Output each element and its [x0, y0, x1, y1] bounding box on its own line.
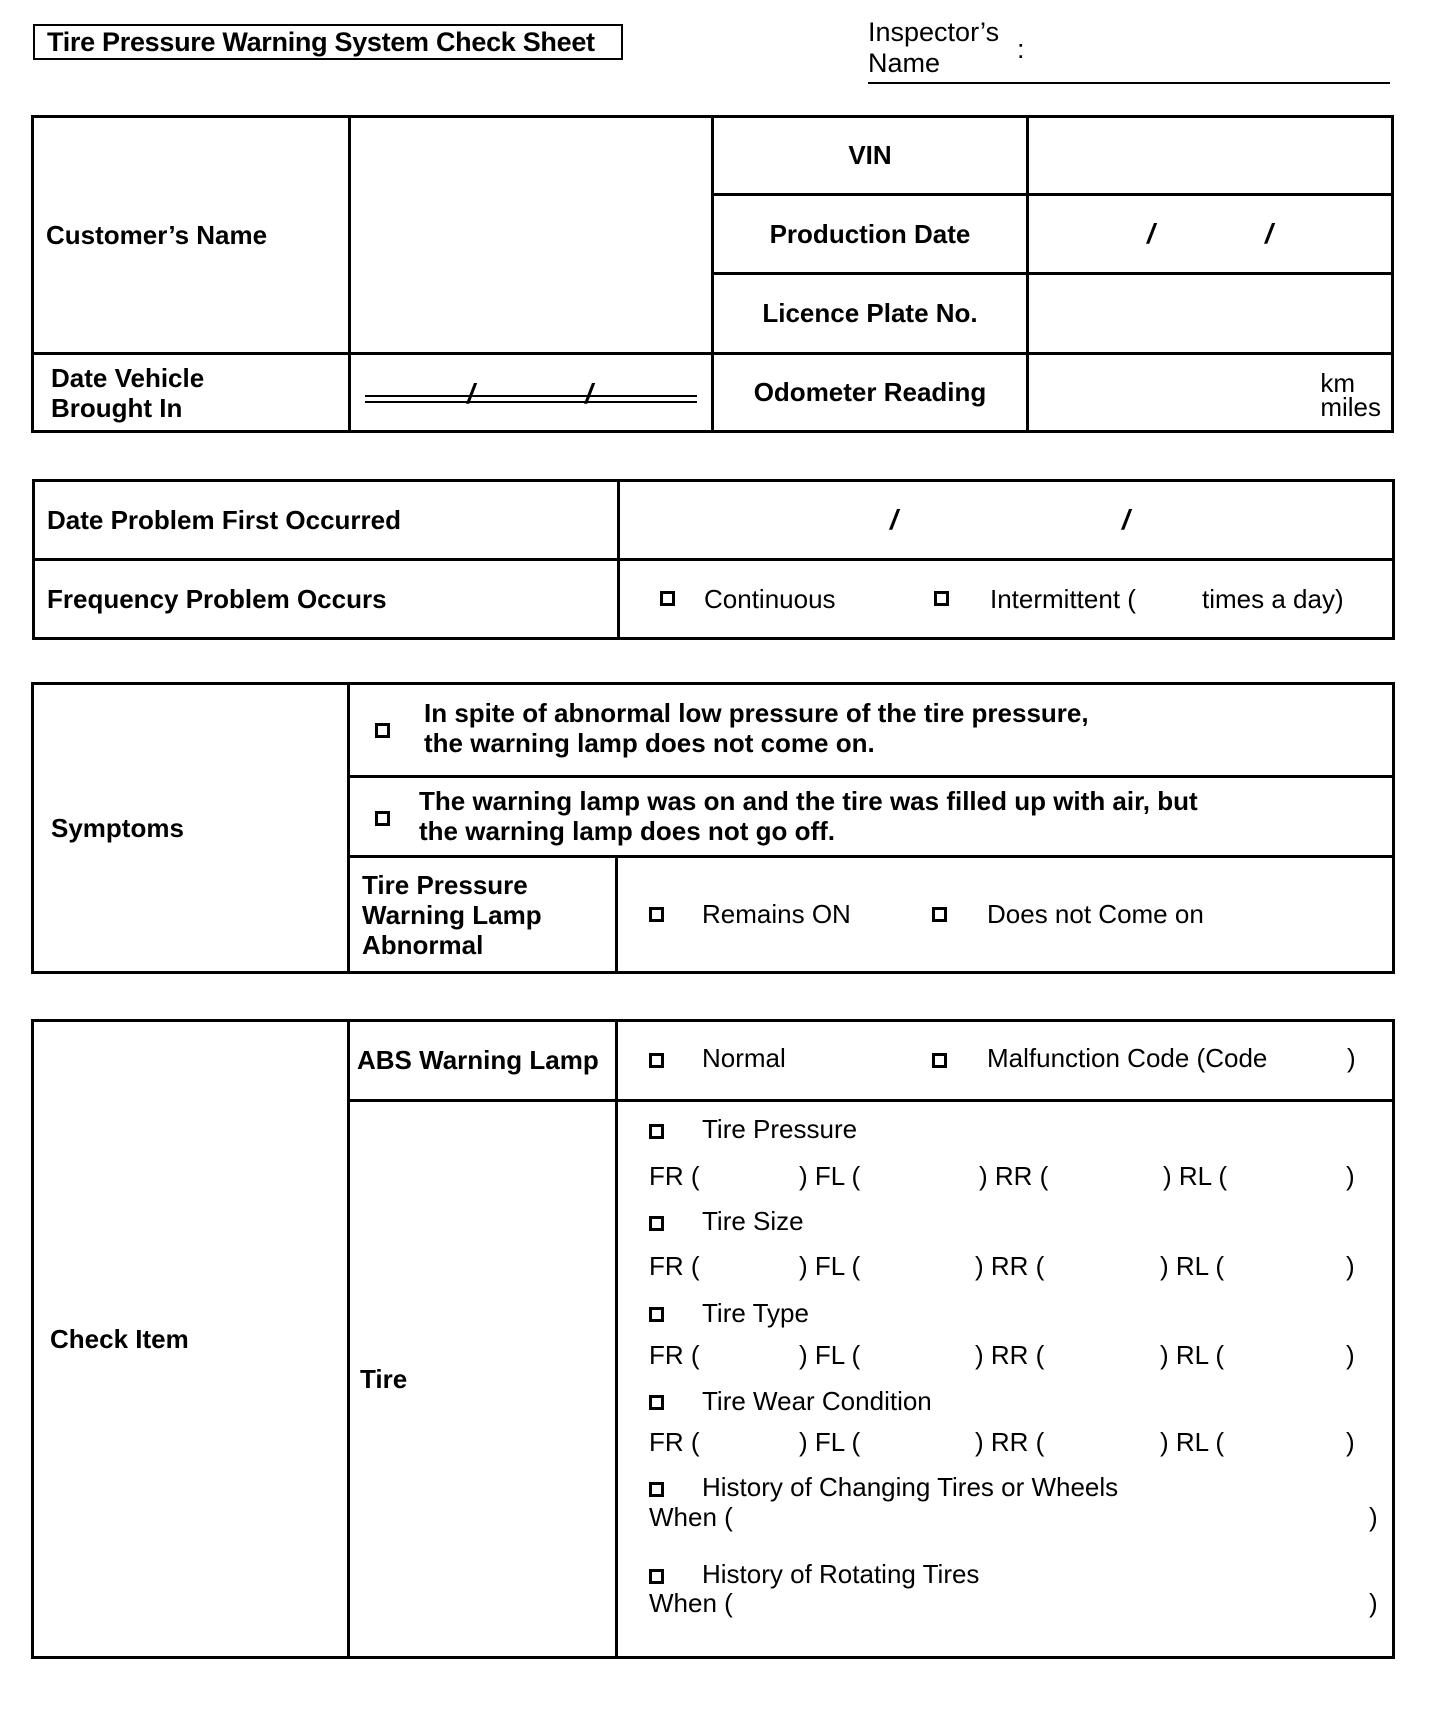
- inspector-name-field[interactable]: [868, 82, 1390, 84]
- tire-type-checkbox[interactable]: [649, 1307, 664, 1322]
- when-label: When (: [649, 1502, 733, 1532]
- continuous-checkbox[interactable]: [660, 591, 675, 606]
- rr-label: ) RR (: [975, 1427, 1045, 1457]
- close-paren: ): [1346, 1251, 1355, 1281]
- check-item-label: Check Item: [33, 1021, 349, 1658]
- vehicle-info-table: [31, 115, 1394, 433]
- rl-label: ) RL (: [1160, 1427, 1225, 1457]
- tire-pressure-label: Tire Pressure: [702, 1114, 858, 1144]
- date-brought-in-label: [33, 354, 350, 432]
- intermittent-label: Intermittent (: [990, 584, 1136, 614]
- date-separator: /: [890, 504, 898, 535]
- date-separator: /: [1147, 218, 1155, 249]
- tire-size-checkbox[interactable]: [649, 1216, 664, 1231]
- symptom-2-checkbox[interactable]: [375, 811, 390, 826]
- date-brought-in-line1: Date Vehicle: [51, 362, 205, 393]
- odometer-field[interactable]: [1028, 354, 1393, 432]
- inspector-label-line1: Inspector’s: [868, 17, 1000, 47]
- tire-type-label: Tire Type: [702, 1298, 809, 1328]
- symptom-1-text: [424, 698, 1089, 758]
- abs-warning-lamp-label: ABS Warning Lamp: [349, 1021, 617, 1101]
- symptom-1-line2: the warning lamp does not come on.: [424, 728, 875, 758]
- customer-name-label: Customer’s Name: [33, 117, 350, 354]
- frequency-label: Frequency Problem Occurs: [34, 560, 619, 639]
- remains-on-checkbox[interactable]: [649, 907, 664, 922]
- production-date-field[interactable]: [1028, 195, 1393, 274]
- fl-label: ) FL (: [799, 1427, 861, 1457]
- symptom-1-line1: In spite of abnormal low pressure of the tire pressure,: [424, 698, 1089, 728]
- remains-on-label: Remains ON: [702, 899, 851, 929]
- vin-field[interactable]: [1028, 117, 1393, 195]
- normal-label: Normal: [702, 1043, 786, 1073]
- unit-km: km: [1320, 368, 1355, 398]
- date-separator: /: [1265, 218, 1273, 249]
- customer-name-field[interactable]: [350, 117, 713, 354]
- symptom-2-line1: The warning lamp was on and the tire was filled up with air, but: [419, 786, 1198, 816]
- check-item-table: [31, 1019, 1395, 1659]
- fr-label: FR (: [649, 1251, 700, 1281]
- fr-label: FR (: [649, 1161, 700, 1191]
- malfunction-code-checkbox[interactable]: [932, 1053, 947, 1068]
- vin-label: VIN: [713, 117, 1028, 195]
- rl-label: ) RL (: [1163, 1161, 1228, 1191]
- rl-label: ) RL (: [1160, 1251, 1225, 1281]
- date-separator: /: [1122, 504, 1130, 535]
- inspector-colon: :: [1017, 34, 1025, 64]
- rr-label: ) RR (: [975, 1251, 1045, 1281]
- inspector-name-label: [868, 17, 999, 79]
- odometer-label: Odometer Reading: [713, 354, 1028, 432]
- history-changing-label: History of Changing Tires or Wheels: [702, 1472, 1119, 1502]
- symptom-1: [349, 684, 1394, 777]
- warning-lamp-line1: Tire Pressure: [362, 869, 528, 900]
- inspector-label-line2: Name: [868, 48, 941, 78]
- first-occurred-field[interactable]: [619, 481, 1394, 560]
- close-paren: ): [1346, 1340, 1355, 1370]
- close-paren: ): [1346, 1427, 1355, 1457]
- tire-size-label: Tire Size: [702, 1206, 804, 1236]
- problem-table: [32, 479, 1395, 640]
- date-brought-in-line2: Brought In: [51, 392, 183, 423]
- unit-miles: miles: [1320, 392, 1381, 422]
- fr-label: FR (: [649, 1340, 700, 1370]
- history-rotating-checkbox[interactable]: [649, 1569, 664, 1584]
- date-separator: /: [467, 378, 475, 409]
- symptom-2-text: [419, 786, 1198, 846]
- malfunction-code-close: ): [1347, 1043, 1356, 1073]
- close-paren: ): [1369, 1588, 1378, 1618]
- frequency-options: [619, 560, 1394, 639]
- close-paren: ): [1346, 1161, 1355, 1191]
- normal-checkbox[interactable]: [649, 1053, 664, 1068]
- date-separator: /: [585, 378, 593, 409]
- warning-lamp-line3: Abnormal: [362, 929, 484, 960]
- history-changing-checkbox[interactable]: [649, 1482, 664, 1497]
- fl-label: ) FL (: [799, 1161, 861, 1191]
- continuous-label: Continuous: [704, 584, 836, 614]
- symptom-2: [349, 777, 1394, 857]
- warning-lamp-line2: Warning Lamp: [362, 899, 542, 930]
- does-not-come-on-checkbox[interactable]: [932, 907, 947, 922]
- when-label: When (: [649, 1588, 733, 1618]
- symptom-2-line2: the warning lamp does not go off.: [419, 816, 835, 846]
- fl-label: ) FL (: [799, 1340, 861, 1370]
- tire-label: Tire: [349, 1101, 617, 1658]
- licence-plate-label: Licence Plate No.: [713, 274, 1028, 354]
- rl-label: ) RL (: [1160, 1340, 1225, 1370]
- tire-options: [617, 1101, 1394, 1658]
- close-paren: ): [1369, 1502, 1378, 1532]
- first-occurred-label: Date Problem First Occurred: [34, 481, 619, 560]
- production-date-label: Production Date: [713, 195, 1028, 274]
- abs-options: [617, 1021, 1394, 1101]
- symptoms-table: [31, 682, 1395, 974]
- history-rotating-label: History of Rotating Tires: [702, 1559, 980, 1589]
- warning-lamp-options: [617, 857, 1394, 973]
- symptom-1-checkbox[interactable]: [375, 723, 390, 738]
- fr-label: FR (: [649, 1427, 700, 1457]
- intermittent-checkbox[interactable]: [934, 591, 949, 606]
- rr-label: ) RR (: [979, 1161, 1049, 1191]
- tire-wear-label: Tire Wear Condition: [702, 1386, 932, 1416]
- tire-pressure-checkbox[interactable]: [649, 1124, 664, 1139]
- does-not-come-on-label: Does not Come on: [987, 899, 1204, 929]
- rr-label: ) RR (: [975, 1340, 1045, 1370]
- malfunction-code-label: Malfunction Code (Code: [987, 1043, 1268, 1073]
- warning-lamp-label: [349, 857, 617, 973]
- symptoms-label: Symptoms: [33, 684, 349, 973]
- sheet-title: Tire Pressure Warning System Check Sheet: [33, 24, 623, 60]
- odometer-units: [1320, 368, 1381, 422]
- licence-plate-field[interactable]: [1028, 274, 1393, 354]
- date-brought-in-field[interactable]: [350, 354, 713, 432]
- fl-label: ) FL (: [799, 1251, 861, 1281]
- times-a-day-label: times a day): [1202, 584, 1344, 614]
- tire-wear-checkbox[interactable]: [649, 1395, 664, 1410]
